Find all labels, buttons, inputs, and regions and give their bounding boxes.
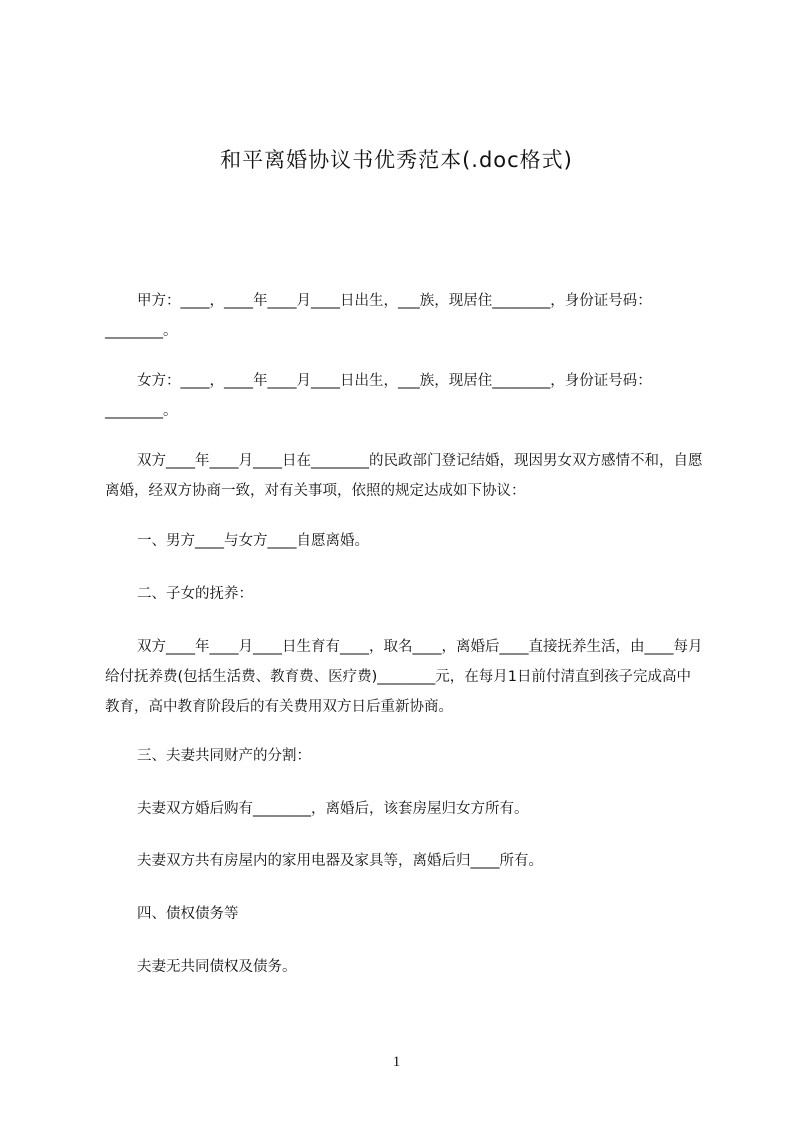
document-title: 和平离婚协议书优秀范本(.doc格式) bbox=[220, 148, 573, 172]
paragraph-house: 夫妻双方婚后购有________，离婚后，该套房屋归女方所有。 bbox=[137, 801, 529, 817]
section-4-heading: 四、债权债务等 bbox=[137, 906, 239, 922]
paragraph-child-support: 双方____年____月____日生育有____，取名____，离婚后____直接抚养生活，由____每月给付抚养费(包括生活费、教育费、医疗费)________元，在每月1日前付清直到孩子完成高中教育，高中教育阶段后的有关费用双方日后重新协商。 bbox=[105, 639, 703, 715]
paragraph-debts: 夫妻无共同债权及债务。 bbox=[137, 959, 297, 975]
section-3-heading: 三、夫妻共同财产的分割： bbox=[137, 748, 311, 764]
paragraph-marriage: 双方____年____月____日在________的民政部门登记结婚，现因男女双方感情不和，自愿离婚，经双方协商一致，对有关事项，依照的规定达成如下协议： bbox=[105, 453, 703, 499]
section-1-divorce: 一、男方____与女方____自愿离婚。 bbox=[137, 533, 369, 549]
paragraph-party-a: 甲方：____，____年____月____日出生，___族，现居住________，身份证号码：________。 bbox=[105, 293, 652, 339]
page-number: 1 bbox=[392, 1054, 401, 1070]
paragraph-party-b: 女方：____，____年____月____日出生，___族，现居住________，身份证号码：________。 bbox=[105, 373, 652, 419]
paragraph-appliances: 夫妻双方共有房屋内的家用电器及家具等，离婚后归____所有。 bbox=[137, 853, 543, 869]
section-2-heading: 二、子女的抚养： bbox=[137, 586, 253, 602]
